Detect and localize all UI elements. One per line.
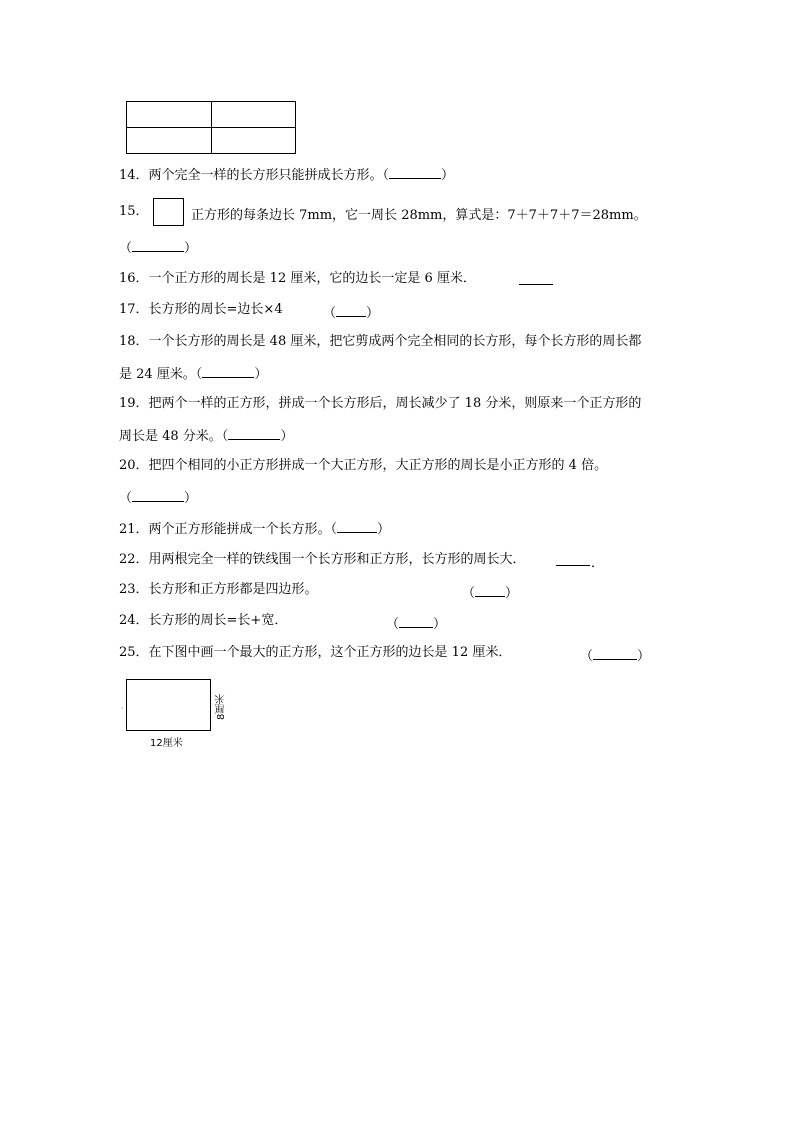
question-19-line2: 周长是 48 分米。（ ） [119,429,294,444]
grid-cell [127,102,212,128]
question-20-line1: 20．把四个相同的小正方形拼成一个大正方形，大正方形的周长是小正方形的 4 倍。 [119,458,608,473]
question-15-number: 15． [119,204,149,219]
question-24: 24．长方形的周长=长+宽． [119,613,288,628]
question-25-answer: （ ） [580,649,651,664]
answer-blank[interactable] [519,272,553,285]
answer-blank[interactable] [202,365,254,378]
answer-blank[interactable] [336,304,366,317]
grid-cell [211,102,296,128]
answer-blank[interactable] [228,427,280,440]
question-19-line1: 19．把两个一样的正方形，拼成一个长方形后，周长减少了 18 分米，则原来一个正方形的 [119,396,642,411]
dot-mark: · [121,704,124,713]
question-15-text: 正方形的每条边长 7mm，它一周长 28mm，算式是：7＋7＋7＋7＝28mm。 [191,208,647,223]
question-22: 22．用两根完全一样的铁线围一个长方形和正方形，长方形的周长大． [119,552,526,567]
question-22-end: ． [591,556,605,571]
question-18-line1: 18．一个长方形的周长是 48 厘米，把它剪成两个完全相同的长方形，每个长方形的周长都 [119,334,642,349]
grid-cell [127,128,212,154]
question-23-answer: （ ） [462,586,519,601]
grid-cell [211,128,296,154]
width-label: 12厘米 [150,738,183,749]
answer-blank[interactable] [132,489,184,502]
answer-blank[interactable] [593,647,637,660]
answer-blank[interactable] [389,166,441,179]
answer-blank[interactable] [475,584,505,597]
question-24-answer: （ ） [386,617,447,632]
question-17: 17．长方形的周长=边长×4 [119,302,283,317]
answer-blank[interactable] [337,520,377,533]
square-figure [153,198,184,226]
question-23: 23．长方形和正方形都是四边形。 [119,582,318,597]
answer-blank[interactable] [132,239,184,252]
question-15-answer: （ ） [119,241,198,256]
question-21: 21．两个正方形能拼成一个长方形。（ ） [119,522,391,537]
question-17-answer: （ ） [323,306,380,321]
question-14: 14．两个完全一样的长方形只能拼成长方形。（ ） [119,168,455,183]
grid-figure [126,101,296,154]
rectangle-figure [126,679,211,731]
answer-blank[interactable] [399,615,433,628]
answer-blank[interactable] [556,553,590,566]
question-20-answer: （ ） [119,491,198,506]
question-16: 16．一个正方形的周长是 12 厘米，它的边长一定是 6 厘米． [119,271,476,286]
question-25: 25．在下图中画一个最大的正方形，这个正方形的边长是 12 厘米． [119,645,512,660]
question-18-line2: 是 24 厘米。（ ） [119,367,268,382]
height-label: 8厘米 [216,693,227,720]
